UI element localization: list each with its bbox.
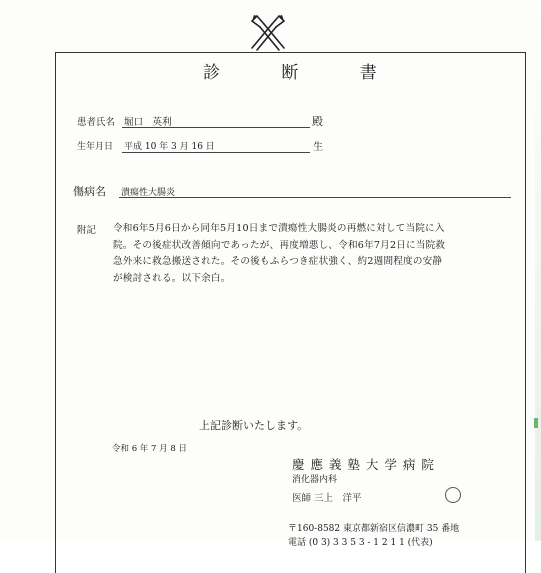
patient-name-underline xyxy=(122,127,310,128)
patient-name: 堀口 英利 xyxy=(124,117,172,128)
diagnosis-statement: 上記診断いたします。 xyxy=(199,419,309,432)
hospital-phone: 電話 (0 3) 3 3 5 3 - 1 2 1 1 (代表) xyxy=(288,538,433,548)
hospital-name: 慶 應 義 塾 大 学 病 院 xyxy=(292,457,435,472)
seal-stamp xyxy=(445,487,461,503)
dob-suffix: 生 xyxy=(313,142,323,153)
notes-line: 急外来に救急搬送された。その後もふらつき症状強く、約2週間程度の安静 xyxy=(113,256,443,267)
document-title: 診 断 書 xyxy=(203,63,405,83)
diagnosis-value: 潰瘍性大腸炎 xyxy=(121,188,176,198)
edge-mark xyxy=(534,418,538,428)
page-edge xyxy=(535,0,541,541)
hospital-address: 〒160-8582 東京都新宿区信濃町 35 番地 xyxy=(288,524,460,534)
dob-underline xyxy=(122,152,310,153)
patient-name-label: 患者氏名 xyxy=(77,117,116,128)
department: 消化器内科 xyxy=(292,475,338,485)
keio-pen-logo-icon xyxy=(246,12,290,52)
notes-line: が検討される。以下余白。 xyxy=(113,272,231,284)
diagnosis-label: 傷病名 xyxy=(73,185,106,198)
dob-value: 平成 10 年 3 月 16 日 xyxy=(124,142,215,152)
honorific: 殿 xyxy=(312,115,323,128)
notes-line: 令和6年5月6日から同年5月10日まで潰瘍性大腸炎の再燃に対して当院に入 xyxy=(113,223,445,234)
notes-label: 附記 xyxy=(77,225,97,236)
issue-date: 令和 6 年 7 月 8 日 xyxy=(112,444,187,454)
diagnosis-underline xyxy=(119,197,511,198)
notes-line: 院。その後症状改善傾向であったが、再度増悪し、令和6年7月2日に当院救 xyxy=(113,239,446,251)
dob-label: 生年月日 xyxy=(77,142,114,152)
notes-body xyxy=(113,221,503,287)
doctor-name: 医師 三上 洋平 xyxy=(292,493,362,504)
